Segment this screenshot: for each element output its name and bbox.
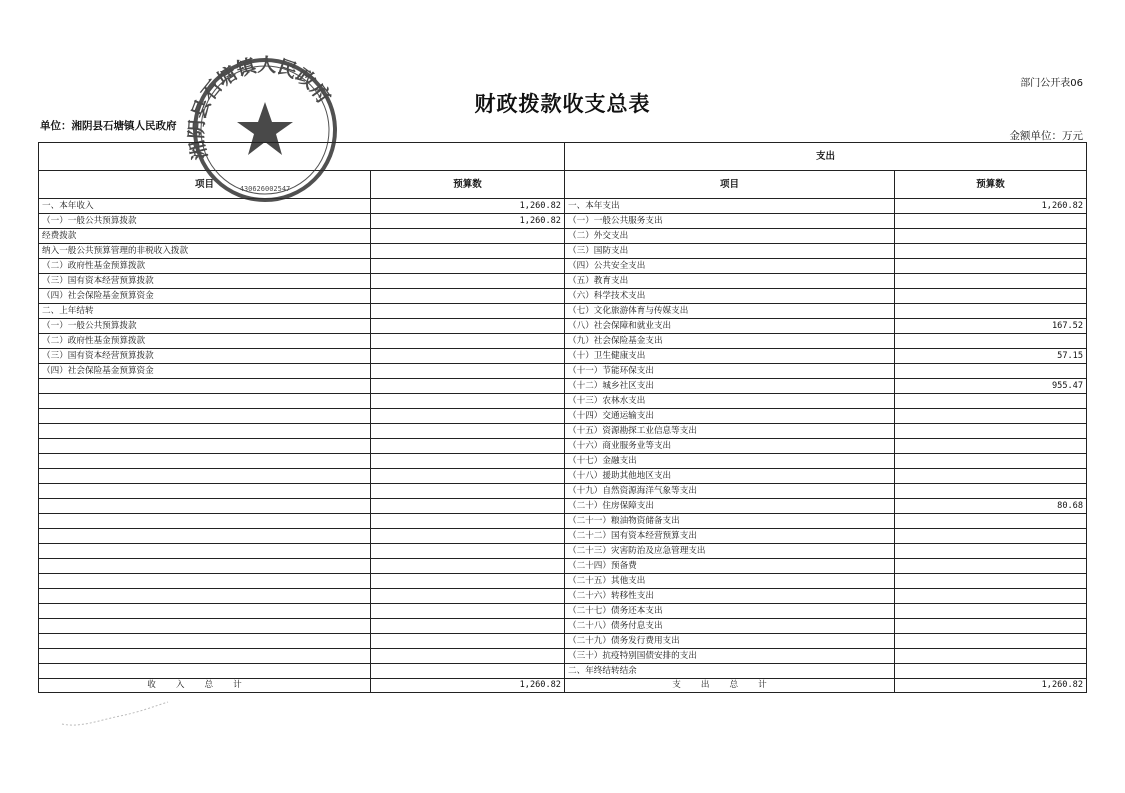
expense-item-cell: （十三）农林水支出	[565, 394, 895, 409]
expense-total-label: 支出总计	[565, 679, 895, 693]
expense-budget-cell: 167.52	[895, 319, 1087, 334]
expense-item-cell: （十）卫生健康支出	[565, 349, 895, 364]
expense-item-cell: （二十四）预备费	[565, 559, 895, 574]
expense-budget-cell	[895, 529, 1087, 544]
expense-budget-cell	[895, 619, 1087, 634]
table-header-row-2	[39, 171, 1087, 199]
expense-item-cell: （二十七）债务还本支出	[565, 604, 895, 619]
expense-item-cell: （十一）节能环保支出	[565, 364, 895, 379]
total-row	[39, 679, 1087, 693]
expense-budget-cell	[895, 439, 1087, 454]
expense-budget-cell	[895, 214, 1087, 229]
income-header	[39, 143, 565, 171]
expense-item-cell: （二十一）粮油物资储备支出	[565, 514, 895, 529]
income-total-value: 1,260.82	[371, 679, 565, 693]
income-budget-cell: 1,260.82	[371, 199, 565, 214]
table-row	[39, 199, 1087, 214]
income-item-cell: （一）一般公共预算拨款	[39, 319, 371, 334]
expense-item-cell: （十二）城乡社区支出	[565, 379, 895, 394]
table-row	[39, 289, 1087, 304]
expense-budget-cell	[895, 424, 1087, 439]
income-budget-cell	[371, 544, 565, 559]
income-budget-cell	[371, 619, 565, 634]
income-item-cell	[39, 589, 371, 604]
income-item-cell	[39, 544, 371, 559]
income-item-cell	[39, 499, 371, 514]
expense-item-cell: （六）科学技术支出	[565, 289, 895, 304]
income-item-cell	[39, 469, 371, 484]
expense-item-cell: （八）社会保障和就业支出	[565, 319, 895, 334]
table-row	[39, 484, 1087, 499]
seal-code: 430626002547	[239, 185, 291, 193]
income-item-cell	[39, 439, 371, 454]
income-item-cell: 一、本年收入	[39, 199, 371, 214]
income-item-cell	[39, 604, 371, 619]
expense-item-cell: （三十）抗疫特别国债安排的支出	[565, 649, 895, 664]
table-row	[39, 559, 1087, 574]
income-budget-cell	[371, 364, 565, 379]
income-item-header: 项目	[39, 171, 371, 199]
expense-item-cell: （二十五）其他支出	[565, 574, 895, 589]
expense-budget-cell	[895, 604, 1087, 619]
expense-item-cell: （五）教育支出	[565, 274, 895, 289]
page-title: 财政拨款收支总表	[474, 91, 651, 116]
income-budget-cell	[371, 664, 565, 679]
expense-budget-cell	[895, 634, 1087, 649]
table-row	[39, 499, 1087, 514]
income-item-cell: （四）社会保险基金预算资金	[39, 364, 371, 379]
table-row	[39, 304, 1087, 319]
expense-budget-header: 预算数	[895, 171, 1087, 199]
expense-item-cell: （十六）商业服务业等支出	[565, 439, 895, 454]
income-budget-cell	[371, 634, 565, 649]
income-budget-cell	[371, 439, 565, 454]
income-item-cell	[39, 649, 371, 664]
expense-budget-cell	[895, 304, 1087, 319]
seal-text: 湘阴县石塘镇人民政府	[185, 54, 335, 162]
table-row	[39, 529, 1087, 544]
expense-item-cell: （二十九）债务发行费用支出	[565, 634, 895, 649]
income-budget-cell	[371, 394, 565, 409]
expense-item-cell: （二十）住房保障支出	[565, 499, 895, 514]
form-code: 部门公开表06	[1020, 78, 1083, 89]
expense-budget-cell	[895, 334, 1087, 349]
income-item-cell	[39, 559, 371, 574]
table-row	[39, 379, 1087, 394]
income-budget-cell	[371, 229, 565, 244]
table-row	[39, 664, 1087, 679]
table-row	[39, 514, 1087, 529]
ink-scribble-icon	[60, 700, 170, 730]
expense-header: 支出	[565, 143, 1087, 171]
table-row	[39, 544, 1087, 559]
expense-item-cell: （一）一般公共服务支出	[565, 214, 895, 229]
table-row	[39, 244, 1087, 259]
expense-budget-cell: 80.68	[895, 499, 1087, 514]
expense-item-cell: （十五）资源勘探工业信息等支出	[565, 424, 895, 439]
income-budget-cell	[371, 574, 565, 589]
expense-item-cell: （十八）援助其他地区支出	[565, 469, 895, 484]
expense-item-cell: （二）外交支出	[565, 229, 895, 244]
expense-item-cell: （二十三）灾害防治及应急管理支出	[565, 544, 895, 559]
income-item-cell	[39, 619, 371, 634]
table-row	[39, 424, 1087, 439]
expense-budget-cell	[895, 289, 1087, 304]
table-row	[39, 229, 1087, 244]
expense-item-cell: （十九）自然资源海洋气象等支出	[565, 484, 895, 499]
unit-label: 单位：湘阴县石塘镇人民政府	[40, 120, 177, 132]
income-budget-cell	[371, 649, 565, 664]
income-budget-cell	[371, 589, 565, 604]
expense-item-cell: （二十八）债务付息支出	[565, 619, 895, 634]
income-budget-cell	[371, 334, 565, 349]
expense-item-cell: （十四）交通运输支出	[565, 409, 895, 424]
income-budget-cell	[371, 289, 565, 304]
income-item-cell: 二、上年结转	[39, 304, 371, 319]
table-row	[39, 394, 1087, 409]
income-budget-cell	[371, 349, 565, 364]
income-item-cell: （二）政府性基金预算拨款	[39, 259, 371, 274]
expense-item-cell: 二、年终结转结余	[565, 664, 895, 679]
income-budget-cell	[371, 244, 565, 259]
expense-item-cell: （二十二）国有资本经营预算支出	[565, 529, 895, 544]
income-item-cell	[39, 409, 371, 424]
table-row	[39, 634, 1087, 649]
income-item-cell	[39, 664, 371, 679]
income-item-cell: 纳入一般公共预算管理的非税收入拨款	[39, 244, 371, 259]
expense-item-header: 项目	[565, 171, 895, 199]
table-row	[39, 214, 1087, 229]
income-budget-cell	[371, 514, 565, 529]
income-item-cell: （三）国有资本经营预算拨款	[39, 274, 371, 289]
expense-budget-cell	[895, 649, 1087, 664]
table-row	[39, 574, 1087, 589]
income-item-cell	[39, 454, 371, 469]
expense-budget-cell	[895, 229, 1087, 244]
income-item-cell: （三）国有资本经营预算拨款	[39, 349, 371, 364]
expense-budget-cell	[895, 454, 1087, 469]
table-row	[39, 364, 1087, 379]
table-row	[39, 274, 1087, 289]
expense-budget-cell	[895, 589, 1087, 604]
income-item-cell: （四）社会保险基金预算资金	[39, 289, 371, 304]
expense-budget-cell	[895, 574, 1087, 589]
table-row	[39, 469, 1087, 484]
income-budget-cell	[371, 559, 565, 574]
income-budget-cell	[371, 529, 565, 544]
income-item-cell	[39, 529, 371, 544]
amount-unit-label: 金额单位：万元	[1009, 130, 1083, 142]
income-item-cell: 经费拨款	[39, 229, 371, 244]
income-item-cell	[39, 514, 371, 529]
income-item-cell	[39, 574, 371, 589]
expense-budget-cell	[895, 559, 1087, 574]
expense-item-cell: （九）社会保险基金支出	[565, 334, 895, 349]
income-budget-cell	[371, 304, 565, 319]
income-item-cell	[39, 424, 371, 439]
expense-item-cell: （十七）金融支出	[565, 454, 895, 469]
expense-budget-cell	[895, 394, 1087, 409]
income-budget-cell	[371, 379, 565, 394]
expense-budget-cell	[895, 469, 1087, 484]
income-item-cell	[39, 484, 371, 499]
expense-budget-cell: 57.15	[895, 349, 1087, 364]
income-budget-header: 预算数	[371, 171, 565, 199]
table-row	[39, 259, 1087, 274]
expense-budget-cell	[895, 409, 1087, 424]
table-row	[39, 649, 1087, 664]
income-budget-cell	[371, 319, 565, 334]
table-row	[39, 589, 1087, 604]
table-row	[39, 439, 1087, 454]
budget-table	[38, 142, 1087, 693]
expense-item-cell: （三）国防支出	[565, 244, 895, 259]
table-row	[39, 409, 1087, 424]
income-budget-cell	[371, 259, 565, 274]
expense-budget-cell: 1,260.82	[895, 199, 1087, 214]
income-budget-cell: 1,260.82	[371, 214, 565, 229]
income-item-cell: （二）政府性基金预算拨款	[39, 334, 371, 349]
expense-budget-cell	[895, 274, 1087, 289]
income-budget-cell	[371, 274, 565, 289]
income-budget-cell	[371, 499, 565, 514]
table-row	[39, 319, 1087, 334]
table-header-row-1	[39, 143, 1087, 171]
table-row	[39, 454, 1087, 469]
expense-budget-cell	[895, 244, 1087, 259]
table-row	[39, 619, 1087, 634]
income-budget-cell	[371, 424, 565, 439]
expense-item-cell: 一、本年支出	[565, 199, 895, 214]
expense-total-value: 1,260.82	[895, 679, 1087, 693]
expense-budget-cell	[895, 259, 1087, 274]
table-row	[39, 349, 1087, 364]
expense-item-cell: （四）公共安全支出	[565, 259, 895, 274]
expense-budget-cell: 955.47	[895, 379, 1087, 394]
expense-item-cell: （七）文化旅游体育与传媒支出	[565, 304, 895, 319]
income-budget-cell	[371, 484, 565, 499]
income-budget-cell	[371, 469, 565, 484]
expense-item-cell: （二十六）转移性支出	[565, 589, 895, 604]
expense-budget-cell	[895, 664, 1087, 679]
table-row	[39, 334, 1087, 349]
expense-budget-cell	[895, 544, 1087, 559]
income-budget-cell	[371, 409, 565, 424]
expense-budget-cell	[895, 364, 1087, 379]
income-budget-cell	[371, 454, 565, 469]
expense-budget-cell	[895, 514, 1087, 529]
table-row	[39, 604, 1087, 619]
income-item-cell: （一）一般公共预算拨款	[39, 214, 371, 229]
expense-budget-cell	[895, 484, 1087, 499]
income-budget-cell	[371, 604, 565, 619]
income-item-cell	[39, 634, 371, 649]
income-item-cell	[39, 394, 371, 409]
income-item-cell	[39, 379, 371, 394]
income-total-label: 收入总计	[39, 679, 371, 693]
